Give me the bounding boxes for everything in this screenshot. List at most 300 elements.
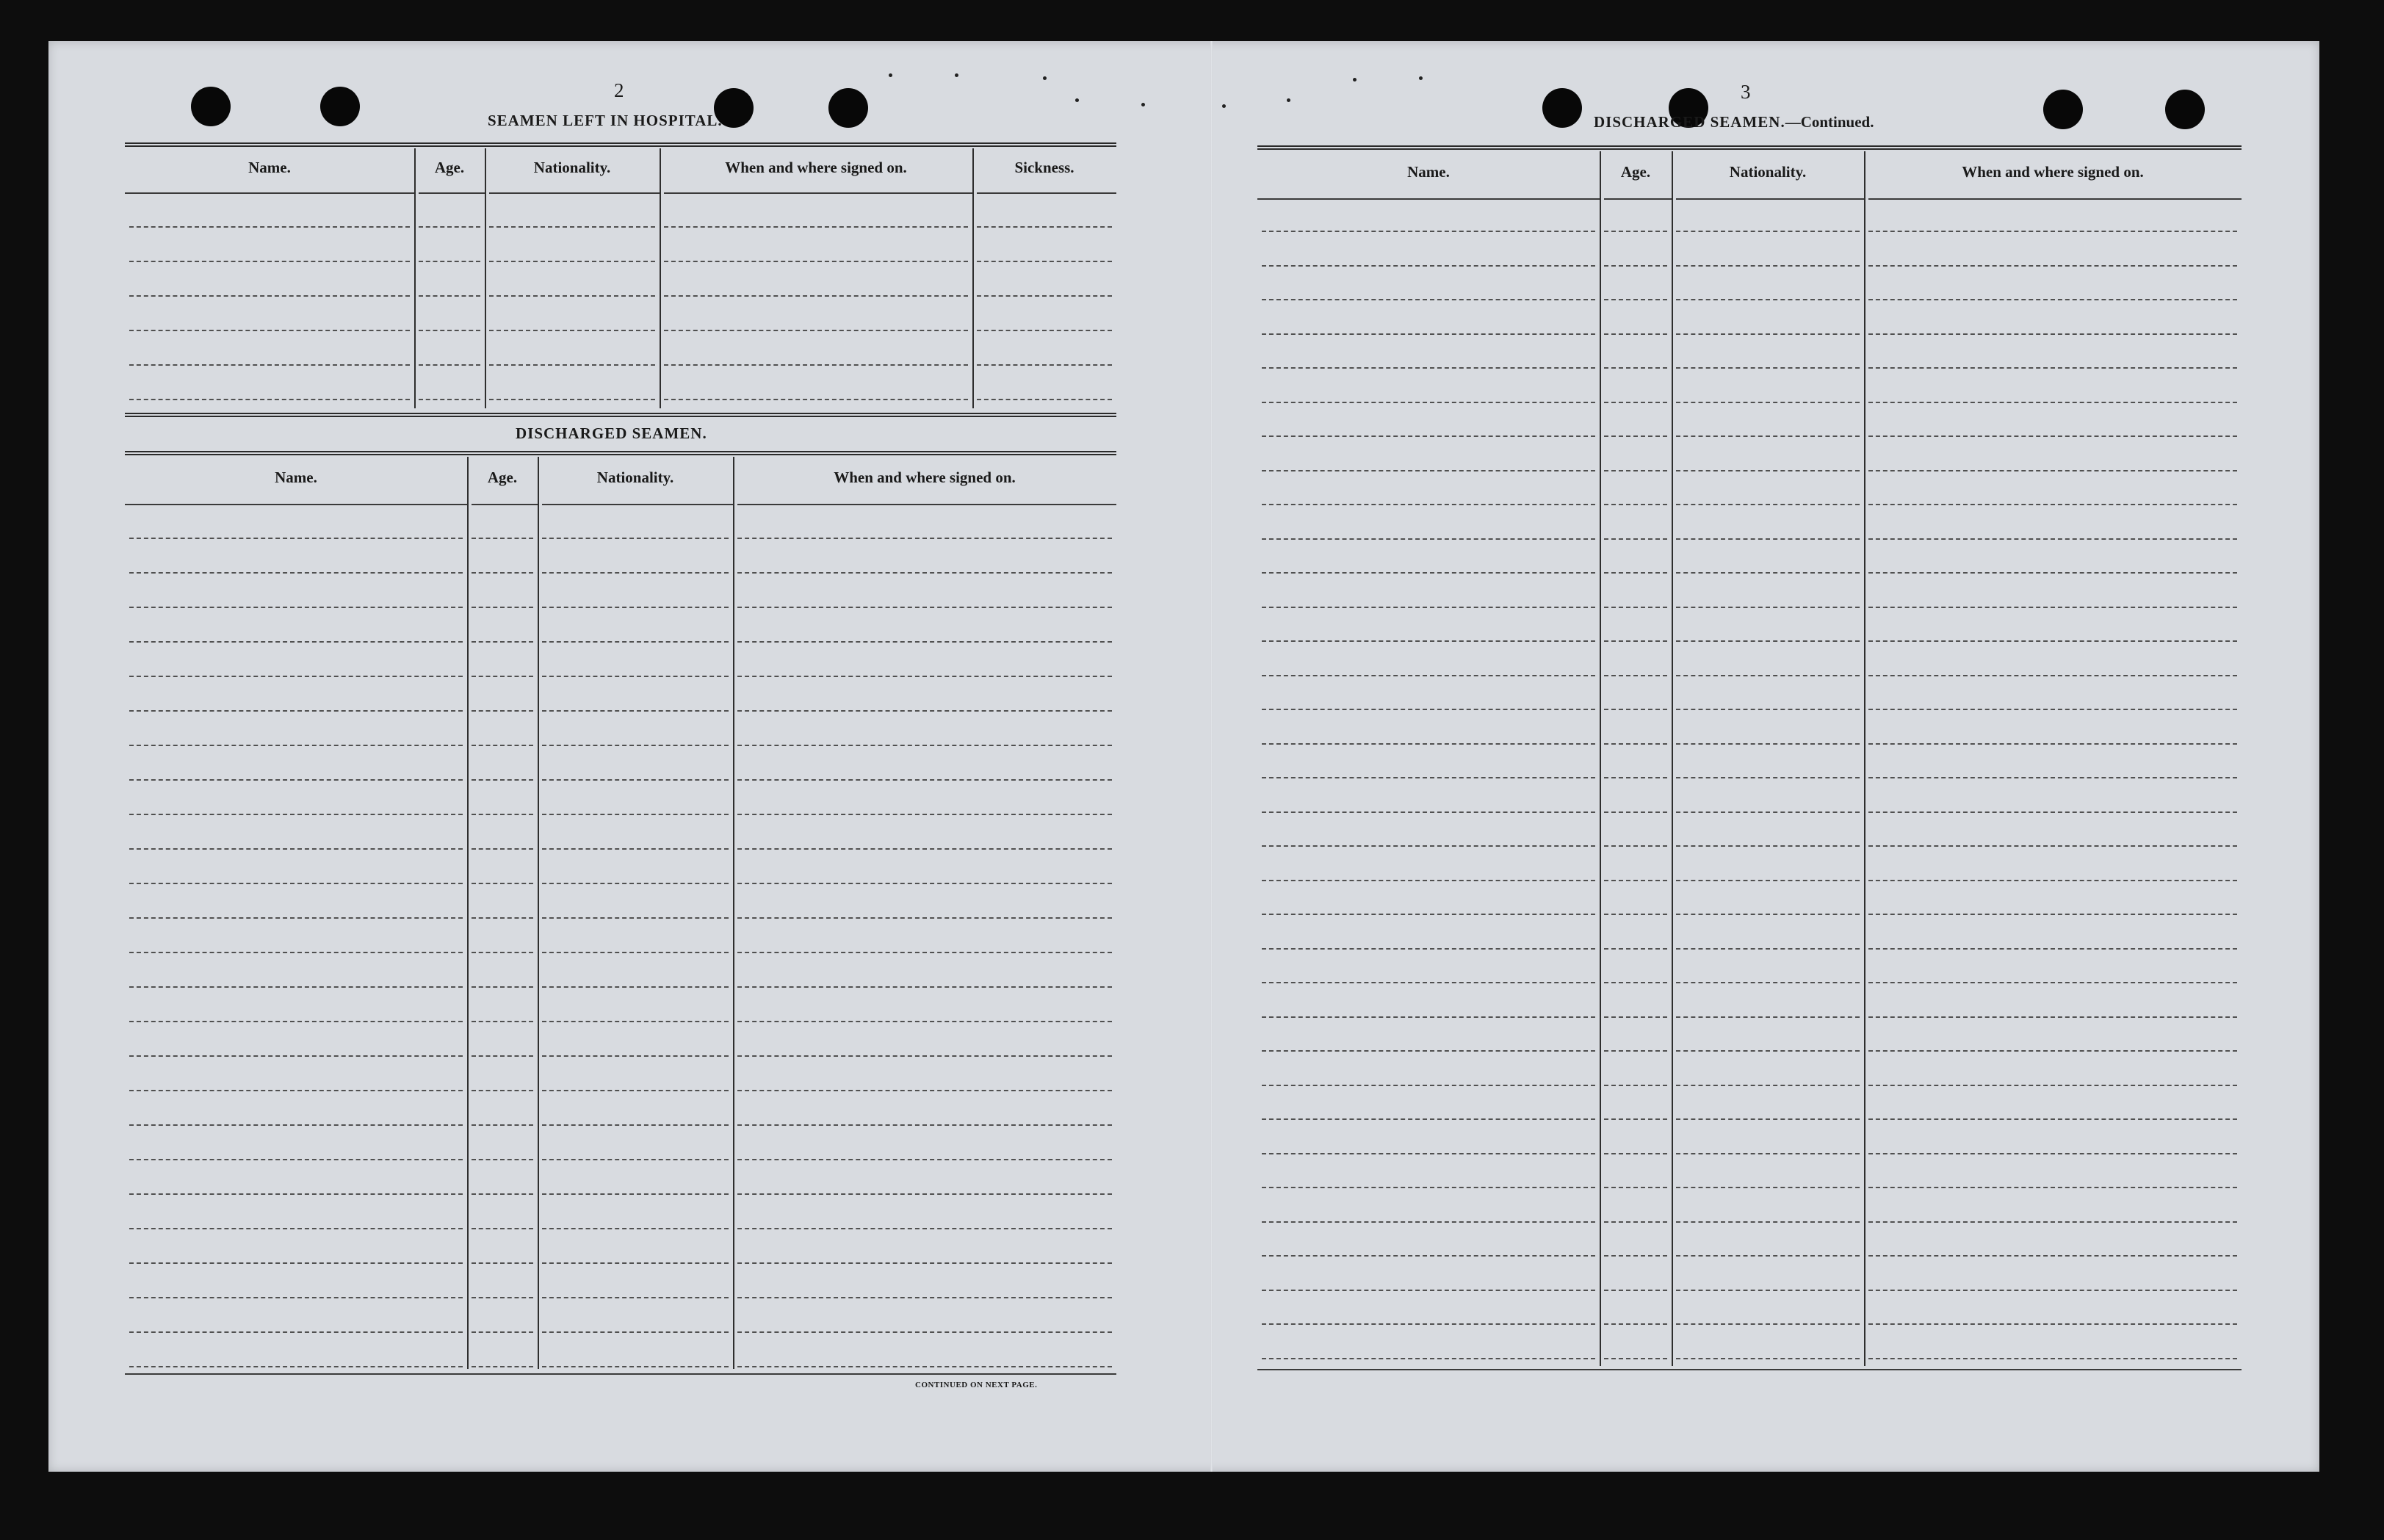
blank-entry-line xyxy=(1868,743,2237,745)
blank-entry-line xyxy=(472,572,533,574)
blank-entry-line xyxy=(1676,470,1860,471)
header-underline xyxy=(125,192,414,194)
blank-entry-line xyxy=(129,1124,463,1126)
blank-entry-line xyxy=(1868,777,2237,778)
column-header: Sickness. xyxy=(1014,159,1074,176)
blank-entry-line xyxy=(542,572,729,574)
blank-entry-line xyxy=(1676,777,1860,778)
blank-entry-line xyxy=(1868,914,2237,915)
blank-entry-line xyxy=(129,607,463,608)
blank-entry-line xyxy=(1262,572,1595,574)
blank-entry-line xyxy=(542,1331,729,1333)
blank-entry-line xyxy=(472,710,533,712)
column-header: Age. xyxy=(434,159,465,176)
right-title-text: DISCHARGED SEAMEN. xyxy=(1594,113,1785,131)
speck xyxy=(1043,76,1047,80)
blank-entry-line xyxy=(1868,1255,2237,1257)
column-divider xyxy=(1600,151,1601,1366)
blank-entry-line xyxy=(472,952,533,953)
blank-entry-line xyxy=(129,330,410,331)
blank-entry-line xyxy=(1604,402,1667,403)
blank-entry-line xyxy=(489,261,655,262)
blank-entry-line xyxy=(1676,743,1860,745)
blank-entry-line xyxy=(1676,1085,1860,1086)
blank-entry-line xyxy=(1868,1016,2237,1018)
blank-entry-line xyxy=(1262,333,1595,335)
blank-entry-line xyxy=(1262,1323,1595,1325)
blank-entry-line xyxy=(1676,914,1860,915)
blank-entry-line xyxy=(1604,1290,1667,1291)
blank-entry-line xyxy=(737,848,1112,850)
blank-entry-line xyxy=(1868,607,2237,608)
blank-entry-line xyxy=(1262,504,1595,505)
blank-entry-line xyxy=(1676,607,1860,608)
blank-entry-line xyxy=(1262,538,1595,540)
blank-entry-line xyxy=(129,295,410,297)
blank-entry-line xyxy=(472,986,533,988)
blank-entry-line xyxy=(489,295,655,297)
blank-entry-line xyxy=(1262,743,1595,745)
blank-entry-line xyxy=(129,1228,463,1229)
blank-entry-line xyxy=(1868,982,2237,983)
blank-entry-line xyxy=(419,226,480,228)
blank-entry-line xyxy=(472,779,533,781)
header-underline xyxy=(737,504,1116,505)
blank-entry-line xyxy=(542,1366,729,1367)
blank-entry-line xyxy=(1868,504,2237,505)
column-header: Age. xyxy=(487,469,518,486)
blank-entry-line xyxy=(542,814,729,815)
speck xyxy=(1353,78,1357,82)
column-header: When and where signed on. xyxy=(725,159,907,176)
blank-entry-line xyxy=(737,1124,1112,1126)
blank-entry-line xyxy=(542,676,729,677)
column-header: When and where signed on. xyxy=(1962,163,2144,181)
blank-entry-line xyxy=(1676,1118,1860,1120)
blank-entry-line xyxy=(1262,1290,1595,1291)
right-section-title xyxy=(1594,113,1874,131)
blank-entry-line xyxy=(542,986,729,988)
blank-entry-line xyxy=(1604,845,1667,847)
blank-entry-line xyxy=(1868,367,2237,369)
blank-entry-line xyxy=(1262,845,1595,847)
blank-entry-line xyxy=(737,641,1112,643)
blank-entry-line xyxy=(737,952,1112,953)
column-header: Name. xyxy=(248,159,291,176)
blank-entry-line xyxy=(737,1331,1112,1333)
blank-entry-line xyxy=(129,710,463,712)
blank-entry-line xyxy=(542,641,729,643)
blank-entry-line xyxy=(1604,1255,1667,1257)
blank-entry-line xyxy=(1262,675,1595,676)
blank-entry-line xyxy=(1262,299,1595,300)
blank-entry-line xyxy=(542,1297,729,1298)
blank-entry-line xyxy=(1676,504,1860,505)
blank-entry-line xyxy=(1262,607,1595,608)
blank-entry-line xyxy=(129,261,410,262)
blank-entry-line xyxy=(1262,777,1595,778)
blank-entry-line xyxy=(977,364,1112,366)
section-rule xyxy=(125,413,1116,417)
header-underline xyxy=(1604,198,1672,200)
punch-hole xyxy=(2165,90,2205,129)
blank-entry-line xyxy=(1868,1153,2237,1154)
blank-entry-line xyxy=(1868,265,2237,267)
blank-entry-line xyxy=(1676,435,1860,437)
blank-entry-line xyxy=(1676,1016,1860,1018)
blank-entry-line xyxy=(1262,1085,1595,1086)
blank-entry-line xyxy=(129,883,463,884)
blank-entry-line xyxy=(737,1262,1112,1264)
column-divider xyxy=(1864,151,1865,1366)
blank-entry-line xyxy=(1262,880,1595,881)
blank-entry-line xyxy=(1676,1358,1860,1359)
blank-entry-line xyxy=(1262,811,1595,813)
blank-entry-line xyxy=(1262,1221,1595,1223)
blank-entry-line xyxy=(1676,1187,1860,1188)
blank-entry-line xyxy=(1868,435,2237,437)
blank-entry-line xyxy=(1604,982,1667,983)
blank-entry-line xyxy=(1262,640,1595,642)
blank-entry-line xyxy=(737,607,1112,608)
blank-entry-line xyxy=(1868,1085,2237,1086)
blank-entry-line xyxy=(129,1193,463,1195)
blank-entry-line xyxy=(1604,811,1667,813)
header-underline xyxy=(664,192,972,194)
blank-entry-line xyxy=(129,364,410,366)
column-header: Name. xyxy=(275,469,317,486)
blank-entry-line xyxy=(472,607,533,608)
blank-entry-line xyxy=(472,1055,533,1057)
blank-entry-line xyxy=(737,676,1112,677)
blank-entry-line xyxy=(737,917,1112,919)
blank-entry-line xyxy=(977,399,1112,400)
blank-entry-line xyxy=(1676,709,1860,710)
blank-entry-line xyxy=(1262,265,1595,267)
blank-entry-line xyxy=(1604,299,1667,300)
blank-entry-line xyxy=(1604,265,1667,267)
blank-entry-line xyxy=(489,330,655,331)
blank-entry-line xyxy=(542,917,729,919)
header-underline xyxy=(1676,198,1864,200)
blank-entry-line xyxy=(1868,470,2237,471)
blank-entry-line xyxy=(1868,709,2237,710)
blank-entry-line xyxy=(1676,1050,1860,1052)
blank-entry-line xyxy=(737,1090,1112,1091)
blank-entry-line xyxy=(1604,640,1667,642)
blank-entry-line xyxy=(472,1228,533,1229)
blank-entry-line xyxy=(129,1331,463,1333)
blank-entry-line xyxy=(542,883,729,884)
speck xyxy=(889,73,892,77)
blank-entry-line xyxy=(1868,948,2237,950)
blank-entry-line xyxy=(1676,982,1860,983)
blank-entry-line xyxy=(1676,880,1860,881)
column-divider xyxy=(660,148,661,408)
blank-entry-line xyxy=(472,641,533,643)
blank-entry-line xyxy=(1676,572,1860,574)
blank-entry-line xyxy=(1868,1221,2237,1223)
column-header: Nationality. xyxy=(1729,163,1807,181)
blank-entry-line xyxy=(737,1297,1112,1298)
blank-entry-line xyxy=(472,676,533,677)
blank-entry-line xyxy=(1604,1016,1667,1018)
blank-entry-line xyxy=(1676,231,1860,232)
blank-entry-line xyxy=(419,330,480,331)
blank-entry-line xyxy=(1868,845,2237,847)
header-underline xyxy=(542,504,733,505)
blank-entry-line xyxy=(489,364,655,366)
blank-entry-line xyxy=(1868,299,2237,300)
speck xyxy=(1075,98,1079,102)
blank-entry-line xyxy=(1676,640,1860,642)
blank-entry-line xyxy=(977,330,1112,331)
blank-entry-line xyxy=(977,295,1112,297)
blank-entry-line xyxy=(664,399,968,400)
blank-entry-line xyxy=(737,1021,1112,1022)
blank-entry-line xyxy=(1676,538,1860,540)
blank-entry-line xyxy=(1604,504,1667,505)
blank-entry-line xyxy=(1604,1221,1667,1223)
blank-entry-line xyxy=(1604,709,1667,710)
column-header: Name. xyxy=(1407,163,1450,181)
blank-entry-line xyxy=(472,538,533,539)
blank-entry-line xyxy=(472,1193,533,1195)
blank-entry-line xyxy=(1604,1050,1667,1052)
column-divider xyxy=(467,457,469,1369)
blank-entry-line xyxy=(542,1055,729,1057)
blank-entry-line xyxy=(129,986,463,988)
blank-entry-line xyxy=(129,1021,463,1022)
punch-hole xyxy=(828,88,868,128)
blank-entry-line xyxy=(129,952,463,953)
blank-entry-line xyxy=(1676,948,1860,950)
blank-entry-line xyxy=(1868,538,2237,540)
blank-entry-line xyxy=(129,1055,463,1057)
blank-entry-line xyxy=(472,1262,533,1264)
speck xyxy=(1141,103,1145,106)
table-top-rule xyxy=(125,142,1116,147)
blank-entry-line xyxy=(1604,914,1667,915)
blank-entry-line xyxy=(1262,231,1595,232)
blank-entry-line xyxy=(472,1366,533,1367)
punch-hole xyxy=(1542,88,1582,128)
blank-entry-line xyxy=(1262,435,1595,437)
blank-entry-line xyxy=(1868,811,2237,813)
blank-entry-line xyxy=(1676,1221,1860,1223)
blank-entry-line xyxy=(1604,607,1667,608)
column-header: Nationality. xyxy=(533,159,611,176)
blank-entry-line xyxy=(1868,333,2237,335)
blank-entry-line xyxy=(737,745,1112,746)
blank-entry-line xyxy=(1604,1187,1667,1188)
blank-entry-line xyxy=(542,952,729,953)
blank-entry-line xyxy=(129,641,463,643)
blank-entry-line xyxy=(472,1021,533,1022)
blank-entry-line xyxy=(1604,470,1667,471)
blank-entry-line xyxy=(1676,845,1860,847)
blank-entry-line xyxy=(1868,1290,2237,1291)
blank-entry-line xyxy=(489,226,655,228)
column-header: Nationality. xyxy=(596,469,674,486)
blank-entry-line xyxy=(129,399,410,400)
blank-entry-line xyxy=(1262,914,1595,915)
blank-entry-line xyxy=(1604,675,1667,676)
blank-entry-line xyxy=(1676,1290,1860,1291)
column-divider xyxy=(538,457,539,1369)
blank-entry-line xyxy=(1604,1153,1667,1154)
blank-entry-line xyxy=(664,261,968,262)
header-underline xyxy=(977,192,1116,194)
blank-entry-line xyxy=(1604,333,1667,335)
blank-entry-line xyxy=(1604,367,1667,369)
column-divider xyxy=(485,148,486,408)
blank-entry-line xyxy=(737,1193,1112,1195)
blank-entry-line xyxy=(1676,402,1860,403)
blank-entry-line xyxy=(542,710,729,712)
blank-entry-line xyxy=(129,1159,463,1160)
punch-hole xyxy=(2043,90,2083,129)
blank-entry-line xyxy=(129,745,463,746)
continued-note: CONTINUED ON NEXT PAGE. xyxy=(915,1381,1038,1389)
blank-entry-line xyxy=(737,710,1112,712)
blank-entry-line xyxy=(664,364,968,366)
blank-entry-line xyxy=(737,1366,1112,1367)
blank-entry-line xyxy=(472,745,533,746)
blank-entry-line xyxy=(129,226,410,228)
table-bottom-rule xyxy=(1257,1369,2242,1370)
blank-entry-line xyxy=(1676,367,1860,369)
blank-entry-line xyxy=(542,607,729,608)
column-divider xyxy=(972,148,974,408)
blank-entry-line xyxy=(542,1021,729,1022)
blank-entry-line xyxy=(737,538,1112,539)
blank-entry-line xyxy=(1262,982,1595,983)
blank-entry-line xyxy=(1262,1153,1595,1154)
blank-entry-line xyxy=(1604,1323,1667,1325)
blank-entry-line xyxy=(737,1055,1112,1057)
blank-entry-line xyxy=(542,745,729,746)
blank-entry-line xyxy=(542,1159,729,1160)
blank-entry-line xyxy=(737,814,1112,815)
speck xyxy=(1287,98,1290,102)
blank-entry-line xyxy=(1604,538,1667,540)
blank-entry-line xyxy=(1868,1187,2237,1188)
speck xyxy=(1222,104,1226,108)
blank-entry-line xyxy=(1868,1323,2237,1325)
blank-entry-line xyxy=(472,1124,533,1126)
blank-entry-line xyxy=(129,848,463,850)
blank-entry-line xyxy=(542,1228,729,1229)
column-divider xyxy=(733,457,734,1369)
blank-entry-line xyxy=(737,1228,1112,1229)
header-underline xyxy=(472,504,538,505)
blank-entry-line xyxy=(542,779,729,781)
blank-entry-line xyxy=(737,572,1112,574)
table-bottom-rule xyxy=(125,1373,1116,1375)
blank-entry-line xyxy=(1868,675,2237,676)
blank-entry-line xyxy=(1262,1255,1595,1257)
blank-entry-line xyxy=(664,295,968,297)
blank-entry-line xyxy=(472,814,533,815)
blank-entry-line xyxy=(1868,402,2237,403)
blank-entry-line xyxy=(1676,265,1860,267)
blank-entry-line xyxy=(1868,1358,2237,1359)
blank-entry-line xyxy=(977,226,1112,228)
blank-entry-line xyxy=(1676,811,1860,813)
hospital-section-title: SEAMEN LEFT IN HOSPITAL. xyxy=(488,112,723,129)
blank-entry-line xyxy=(472,883,533,884)
blank-entry-line xyxy=(977,261,1112,262)
blank-entry-line xyxy=(1604,743,1667,745)
blank-entry-line xyxy=(419,295,480,297)
blank-entry-line xyxy=(542,1124,729,1126)
blank-entry-line xyxy=(1262,1016,1595,1018)
column-divider xyxy=(1672,151,1673,1366)
blank-entry-line xyxy=(542,848,729,850)
blank-entry-line xyxy=(1604,435,1667,437)
blank-entry-line xyxy=(472,1297,533,1298)
blank-entry-line xyxy=(472,917,533,919)
blank-entry-line xyxy=(1868,640,2237,642)
speck xyxy=(1419,76,1423,80)
blank-entry-line xyxy=(1868,880,2237,881)
blank-entry-line xyxy=(1676,333,1860,335)
blank-entry-line xyxy=(542,538,729,539)
blank-entry-line xyxy=(129,572,463,574)
blank-entry-line xyxy=(737,986,1112,988)
blank-entry-line xyxy=(1604,572,1667,574)
blank-entry-line xyxy=(129,779,463,781)
punch-hole xyxy=(320,87,360,126)
blank-entry-line xyxy=(1604,948,1667,950)
blank-entry-line xyxy=(472,848,533,850)
header-underline xyxy=(419,192,485,194)
blank-entry-line xyxy=(1868,1050,2237,1052)
blank-entry-line xyxy=(1262,1050,1595,1052)
table-top-rule xyxy=(1257,145,2242,150)
blank-entry-line xyxy=(1262,470,1595,471)
blank-entry-line xyxy=(472,1090,533,1091)
scanned-document xyxy=(48,41,2319,1472)
blank-entry-line xyxy=(1676,299,1860,300)
right-title-suffix: —Continued. xyxy=(1785,113,1874,131)
blank-entry-line xyxy=(1262,709,1595,710)
blank-entry-line xyxy=(1604,1085,1667,1086)
speck xyxy=(955,73,958,77)
blank-entry-line xyxy=(129,538,463,539)
blank-entry-line xyxy=(1676,1153,1860,1154)
blank-entry-line xyxy=(1604,231,1667,232)
blank-entry-line xyxy=(129,814,463,815)
blank-entry-line xyxy=(129,1262,463,1264)
blank-entry-line xyxy=(664,226,968,228)
blank-entry-line xyxy=(1676,675,1860,676)
page-fold xyxy=(1210,41,1213,1472)
blank-entry-line xyxy=(489,399,655,400)
blank-entry-line xyxy=(664,330,968,331)
blank-entry-line xyxy=(419,399,480,400)
blank-entry-line xyxy=(1262,948,1595,950)
blank-entry-line xyxy=(1676,1323,1860,1325)
punch-hole xyxy=(191,87,231,126)
blank-entry-line xyxy=(129,1297,463,1298)
column-divider xyxy=(414,148,416,408)
blank-entry-line xyxy=(419,364,480,366)
blank-entry-line xyxy=(542,1090,729,1091)
blank-entry-line xyxy=(1262,402,1595,403)
blank-entry-line xyxy=(1868,1118,2237,1120)
